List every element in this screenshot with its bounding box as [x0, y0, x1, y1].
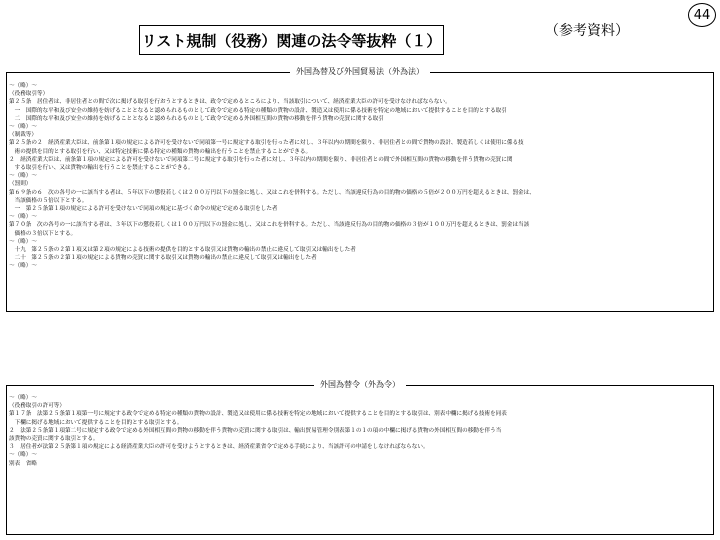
section-title	[7, 66, 713, 78]
text-line: 第６９条の６ 次の各号の一に該当する者は、５年以下の懲役若しくは２００万円以下の罰金に処し、又はこれを併科する。ただし、当該違反行為の目的物の価格の５倍が２００万円を超えるときは、罰金は、	[9, 189, 535, 196]
text-line: 一 国際的な平和及び安全の維持を妨げることとなると認められるものとして政令で定める特定の種類の貨物の設計、製造又は使用に係る技術を特定の地域において提供することを目的とする取引	[9, 107, 507, 114]
text-line: ～（略）～	[9, 173, 37, 180]
text-line: 第７０条 次の各号の一に該当する者は、３年以下の懲役若しくは１００万円以下の罰金に処し、又はこれを併科する。ただし、当該違反行為の目的物の価格の３倍が１００万円を超えるときは、罰金は当該	[9, 222, 530, 229]
text-line: ～（略）～	[9, 83, 37, 89]
text-line: ～（略）～	[9, 214, 37, 221]
text-line: ～（略）～	[9, 452, 37, 459]
section-body	[9, 82, 709, 271]
section-foreign-exchange-order	[6, 380, 714, 535]
text-line: 二十 第２５条の２第１項の規定による貨物の売買に関する取引又は貨物の輸出の禁止に違反して取引又は輸出をした者	[9, 255, 317, 262]
section-body	[9, 394, 709, 468]
text-line: 下欄に掲げる地域において提供することを目的とする取引とする。	[9, 419, 183, 426]
text-line: する取引を行い、又は貨物の輸出を行うことを禁止することができる。	[9, 165, 194, 172]
text-line: 二 国際的な平和及び安全の維持を妨げることとなると認められるものとして政令で定める外国相互間の貨物の移動を伴う貨物の売買に関する取引	[9, 115, 384, 122]
page-number: 44	[693, 7, 711, 23]
text-line: （制裁等）	[9, 132, 37, 139]
text-line: ～（略）～	[9, 124, 37, 131]
text-line: 第１７条 法第２５条第１項第一号に規定する政令で定める特定の種類の貨物の設計、製造又は使用に係る技術を特定の地域において提供することを目的とする取引は、別表中欄に掲げる技術を同表	[9, 411, 507, 418]
text-line: 価格の３倍以下とする。	[9, 230, 77, 237]
section-title	[7, 379, 713, 391]
text-line: （役務取引の許可等）	[9, 403, 65, 410]
text-line: ～（略）～	[9, 263, 37, 270]
text-line: ～（略）～	[9, 395, 37, 401]
section-foreign-exchange-act	[6, 67, 714, 312]
text-line: 第２５条の２ 経済産業大臣は、前条第１項の規定による許可を受けないで同項第一号に規定する取引を行った者に対し、３年以内の期間を限り、非居住者との間で貨物の設計、製造若しくは使用に係る技	[9, 140, 524, 147]
text-line: 当該価格の５倍以下とする。	[9, 197, 88, 204]
section-title-text: 外国為替及び外国貿易法（外為法）	[290, 67, 430, 76]
reference-label: （参考資料）	[545, 23, 629, 39]
section-title-text: 外国為替令（外為令）	[314, 380, 406, 389]
text-line: 別表 省略	[9, 460, 37, 467]
text-line: 十九 第２５条の２第１項又は第２項の規定による技術の提供を目的とする取引又は貨物の輸出の禁止に違反して取引又は輸出をした者	[9, 247, 356, 254]
text-line: 該貨物の売買に関する取引とする。	[9, 436, 99, 443]
text-line: ３ 居住者が法第２５条第１項の規定による経済産業大臣の許可を受けようとするときは、経済産業省令で定める手続により、当該許可の申請をしなければならない。	[9, 444, 429, 451]
page-number-badge	[688, 3, 716, 27]
text-line: 第２５条 居住者は、非居住者との間で次に掲げる取引を行おうとするときは、政令で定めるところにより、当該取引について、経済産業大臣の許可を受けなければならない。	[9, 99, 451, 106]
text-line: （罰則）	[9, 181, 32, 188]
text-line: （役務取引等）	[9, 91, 49, 98]
document-title: リスト規制（役務）関連の法令等抜粋（１）	[139, 25, 444, 55]
text-line: 術の提供を目的とする取引を行い、又は特定技術に係る特定の種類の貨物の輸出を行うことを禁止することができる。	[9, 148, 312, 155]
text-line: ～（略）～	[9, 238, 37, 245]
text-line: ２ 法第２５条第１項第二号に規定する政令で定める外国相互間の貨物の移動を伴う貨物の売買に関する取引は、輸出貿易管理令別表第１の１の項の中欄に掲げる貨物の外国相互間の移動を伴う当	[9, 427, 502, 434]
text-line: ２ 経済産業大臣は、前条第１項の規定による許可を受けないで同項第二号に規定する取引を行った者に対し、３年以内の期間を限り、非居住者との間で外国相互間の貨物の移動を伴う貨物の売買に関	[9, 156, 513, 163]
text-line: 一 第２５条第１項の規定による許可を受けないで同項の規定に基づく命令の規定で定める取引をした者	[9, 206, 278, 213]
